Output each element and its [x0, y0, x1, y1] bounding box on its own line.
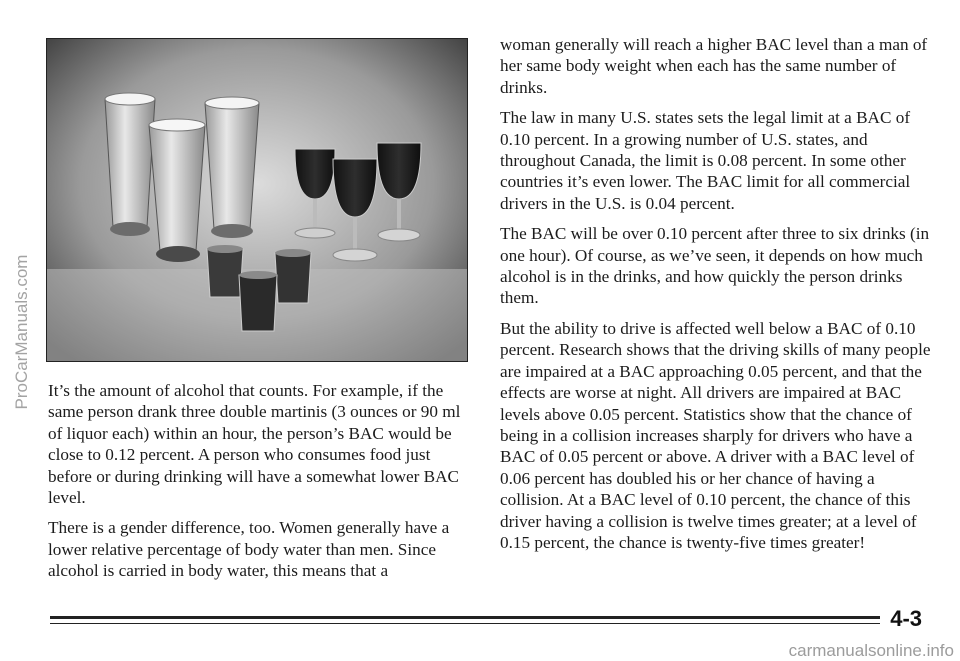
drinks-photo: [46, 38, 468, 362]
right-column: [500, 34, 936, 562]
side-watermark: [12, 62, 32, 602]
bottom-watermark: carmanualsonline.info: [788, 641, 954, 660]
paragraph: It’s the amount of alcohol that counts. For example, if the same person drank three double martinis (3 ounces or 90 ml of liquor each) within an hour, the person’s BAC would be close to 0.12 percent. A person who consumes food just before or during drinking will have a somewhat lower BAC level.: [48, 381, 461, 508]
beer-glass-1: [105, 93, 155, 236]
paragraph: The law in many U.S. states sets the legal limit at a BAC of 0.10 percent. In a growing number of U.S. states, and throughout Canada, the limit is 0.08 percent. In some other countries it’s even lower. The BAC limit for all commercial drivers in the U.S. is 0.04 percent.: [500, 108, 911, 213]
page-number: 4-3: [890, 606, 922, 631]
paragraph: woman generally will reach a higher BAC level than a man of her same body weight when each has the same number of drinks.: [500, 35, 928, 97]
paragraph: There is a gender difference, too. Women generally have a lower relative percentage of body water than men. Since alcohol is carried in body water, this means that a: [48, 518, 450, 581]
drinks-photo-icon: [47, 39, 467, 361]
shot-glass-1: [207, 245, 243, 297]
side-watermark-text: ProCarManuals.com: [12, 254, 31, 410]
paragraph: But the ability to drive is affected well below a BAC of 0.10 percent. Research shows that the driving skills of many people are impaired at a BAC approaching 0.05 percent, and that the effects are worse at night. All drivers are impaired at BAC levels above 0.05 percent. Statistics show that the chance of being in a collision increases sharply for drivers who have a BAC of 0.05 percent or above. A driver with a BAC level of 0.06 percent has doubled his or her chance of having a collision. At a BAC level of 0.10 percent, the chance of this driver having a collision is twelve times greater; at a level of 0.15 percent, the chance is twenty-five times greater!: [500, 318, 931, 552]
paragraph: The BAC will be over 0.10 percent after three to six drinks (in one hour). Of course, as we’ve seen, it depends on how much alcohol is in the drinks, and how quickly the person drinks them.: [500, 224, 930, 308]
shot-glass-2: [275, 249, 311, 303]
shot-glass-3: [239, 271, 277, 331]
footer-rule-thin: [50, 623, 880, 624]
left-column: [48, 380, 472, 591]
footer-rule-thick: [50, 616, 880, 619]
beer-glass-2: [205, 97, 259, 238]
